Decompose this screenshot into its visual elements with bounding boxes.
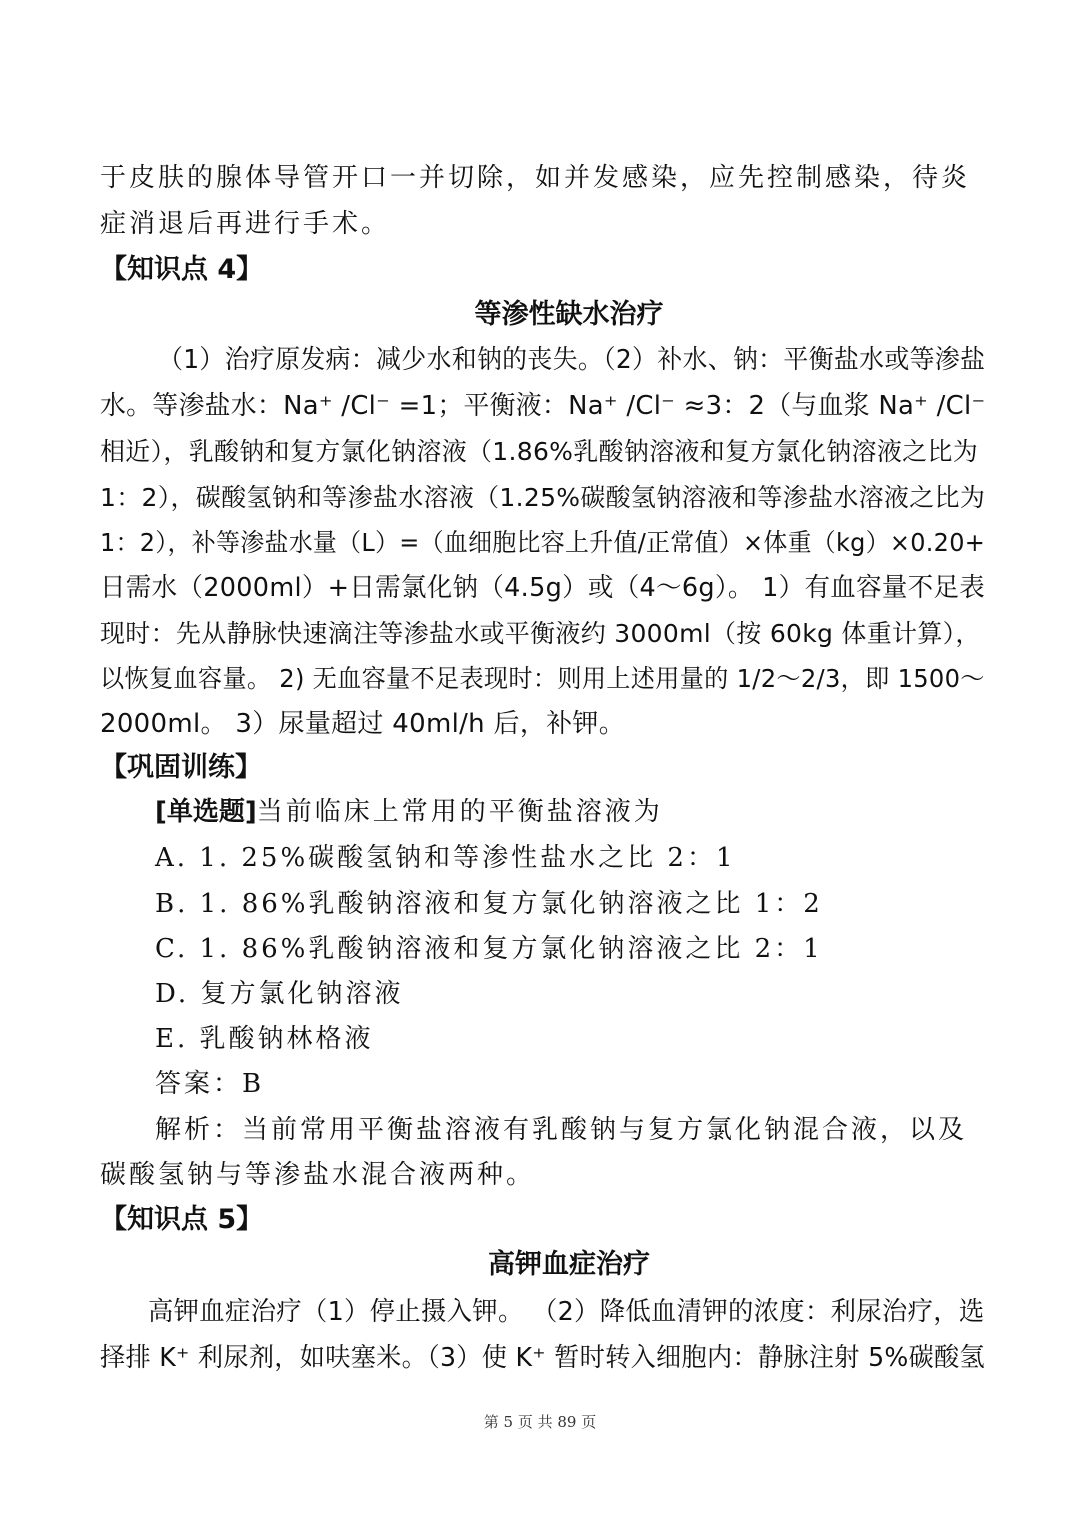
kp4-line-5: 1：2），补等渗盐水量（L）=（血细胞比容上升值/正常值）×体重（kg）×0.20+ [100, 528, 986, 557]
intro-line-2: 症消退后再进行手术。 [100, 209, 391, 239]
kp4-heading: 【知识点 4】 [100, 254, 264, 285]
kp5-line-1: 高钾血症治疗（1）停止摄入钾。 （2）降低血清钾的浓度：利尿治疗，选 [148, 1297, 985, 1327]
kp4-line-2: 水。等渗盐水：Na⁺ /Cl⁻ =1；平衡液：Na⁺ /Cl⁻ ≈3：2（与血浆 Na⁺ /Cl⁻ [100, 391, 986, 421]
answer: 答案：B [155, 1069, 265, 1099]
question [155, 792, 663, 832]
kp5-heading: 【知识点 5】 [100, 1204, 264, 1235]
kp4-line-9: 2000ml。 3）尿量超过 40ml/h 后，补钾。 [100, 709, 626, 739]
intro-line-1: 于皮肤的腺体导管开口一并切除，如并发感染，应先控制感染，待炎 [100, 163, 971, 193]
kp4-title: 等渗性缺水治疗 [474, 299, 664, 330]
option-e: E. 乳酸钠林格液 [155, 1024, 374, 1054]
kp4-line-4: 1：2），碳酸氢钠和等渗盐水溶液（1.25%碳酸氢钠溶液和等渗盐水溶液之比为 [100, 483, 986, 512]
kp4-line-8: 以恢复血容量。 2) 无血容量不足表现时：则用上述用量的 1/2～2/3，即 1500～ [100, 664, 985, 693]
kp4-line-3: 相近），乳酸钠和复方氯化钠溶液（1.86%乳酸钠溶液和复方氯化钠溶液之比为 [100, 437, 979, 466]
question-text: 当前临床上常用的平衡盐溶液为 [256, 797, 663, 827]
practice-heading: 【巩固训练】 [100, 752, 262, 783]
kp4-line-6: 日需水（2000ml）+日需氯化钠（4.5g）或（4～6g）。 1）有血容量不足表 [100, 573, 986, 603]
kp5-title: 高钾血症治疗 [488, 1249, 650, 1280]
kp5-line-2: 择排 K⁺ 利尿剂，如呋塞米。（3）使 K⁺ 暂时转入细胞内：静脉注射 5%碳酸氢 [100, 1343, 985, 1373]
option-a: A. 1. 25%碳酸氢钠和等渗性盐水之比 2：1 [155, 843, 736, 873]
kp4-line-1: （1）治疗原发病：减少水和钠的丧失。（2）补水、钠：平衡盐水或等渗盐 [158, 345, 986, 375]
analysis-line-2: 碳酸氢钠与等渗盐水混合液两种。 [100, 1160, 536, 1190]
analysis-line-1: 解析：当前常用平衡盐溶液有乳酸钠与复方氯化钠混合液，以及 [155, 1115, 968, 1145]
question-type-tag: [单选题] [155, 797, 257, 827]
option-d: D. 复方氯化钠溶液 [155, 979, 404, 1009]
option-c: C. 1. 86%乳酸钠溶液和复方氯化钠溶液之比 2：1 [155, 934, 823, 964]
page-footer: 第 5 页 共 89 页 [483, 1413, 597, 1431]
option-b: B. 1. 86%乳酸钠溶液和复方氯化钠溶液之比 1：2 [155, 889, 823, 919]
kp4-line-7: 现时：先从静脉快速滴注等渗盐水或平衡液约 3000ml（按 60kg 体重计算）， [100, 619, 981, 648]
